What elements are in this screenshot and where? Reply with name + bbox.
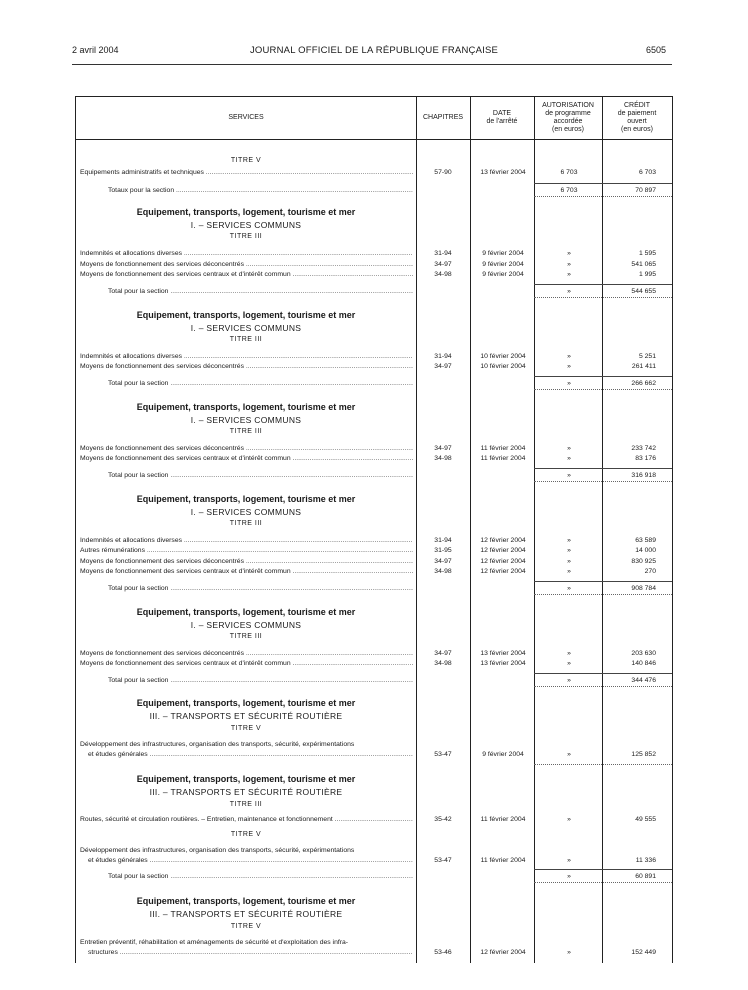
credit-cell: 316 918 — [631, 472, 656, 479]
titre-heading: TITRE III — [229, 428, 263, 435]
section-heading: I. – SERVICES COMMUNS — [190, 507, 302, 517]
credit-cell: 49 555 — [635, 816, 656, 823]
authorization-cell: » — [567, 363, 571, 370]
section-heading: III. – TRANSPORTS ET SÉCURITÉ ROUTIÈRE — [149, 787, 343, 797]
service-cell: Moyens de fonctionnement des services déconcentrés ..... — [80, 363, 413, 371]
date-cell: 13 février 2004 — [480, 169, 526, 176]
service-cell: Total pour la section ..... — [108, 288, 413, 296]
chapter-cell: 34-97 — [434, 650, 452, 657]
credit-cell: 261 411 — [631, 363, 656, 370]
service-cell: Total pour la section ..... — [108, 380, 413, 388]
service-cell: Total pour la section ..... — [108, 472, 413, 480]
total-rule — [534, 468, 672, 469]
total-rule — [534, 196, 672, 197]
authorization-cell: » — [567, 261, 571, 268]
chapter-cell: 31-94 — [434, 250, 452, 257]
total-rule — [534, 764, 672, 765]
ministry-heading: Equipement, transports, logement, tourisme et mer — [136, 310, 356, 320]
authorization-cell: » — [567, 677, 571, 684]
ministry-heading: Equipement, transports, logement, tourisme et mer — [136, 402, 356, 412]
total-rule — [534, 376, 672, 377]
service-cell: Développement des infrastructures, organisation des transports, sécurité, expérimentations — [80, 741, 355, 748]
header-page-number: 6505 — [645, 45, 666, 55]
authorization-cell: » — [567, 455, 571, 462]
section-heading: I. – SERVICES COMMUNS — [190, 323, 302, 333]
credit-cell: 344 476 — [631, 677, 656, 684]
chapter-cell: 31-94 — [434, 537, 452, 544]
credit-cell: 541 065 — [631, 261, 656, 268]
authorization-cell: » — [567, 353, 571, 360]
total-rule — [534, 686, 672, 687]
date-cell: 13 février 2004 — [480, 660, 526, 667]
service-cell: Moyens de fonctionnement des services déconcentrés ..... — [80, 445, 413, 453]
titre-heading: TITRE V — [230, 923, 262, 930]
credit-cell: 140 846 — [631, 660, 656, 667]
date-cell: 12 février 2004 — [480, 558, 526, 565]
chapter-cell: 53-46 — [434, 949, 452, 956]
service-cell: Moyens de fonctionnement des services déconcentrés ..... — [80, 650, 413, 658]
col-header-services: SERVICES — [228, 114, 264, 121]
chapter-cell: 57-90 — [434, 169, 452, 176]
credit-cell: 830 925 — [631, 558, 656, 565]
service-cell: Développement des infrastructures, organisation des transports, sécurité, expérimentations — [80, 847, 355, 854]
credit-cell: 6 703 — [638, 169, 656, 176]
total-rule — [534, 594, 672, 595]
date-cell: 10 février 2004 — [480, 363, 526, 370]
header-title: JOURNAL OFFICIEL DE LA RÉPUBLIQUE FRANÇAISE — [249, 45, 499, 56]
service-cell: Equipements administratifs et techniques ..... — [80, 169, 413, 177]
service-cell: Autres rémunérations ..... — [80, 547, 413, 555]
credit-cell: 11 336 — [635, 857, 656, 864]
titre-heading: TITRE III — [229, 633, 263, 640]
date-cell: 11 février 2004 — [480, 455, 526, 462]
titre-heading: TITRE III — [229, 801, 263, 808]
date-cell: 13 février 2004 — [480, 650, 526, 657]
credit-cell: 60 891 — [635, 873, 656, 880]
total-rule — [534, 183, 672, 184]
authorization-cell: » — [567, 472, 571, 479]
chapter-cell: 34-97 — [434, 363, 452, 370]
service-cell: Entretien préventif, réhabilitation et aménagements de sécurité et d'exploitation des infra- — [80, 939, 349, 946]
authorization-cell: » — [567, 380, 571, 387]
credit-cell: 266 662 — [631, 380, 656, 387]
section-heading: III. – TRANSPORTS ET SÉCURITÉ ROUTIÈRE — [149, 909, 343, 919]
authorization-cell: » — [567, 857, 571, 864]
chapter-cell: 34-98 — [434, 455, 452, 462]
service-cell: Total pour la section ..... — [108, 873, 413, 881]
authorization-cell: » — [567, 558, 571, 565]
section-heading: I. – SERVICES COMMUNS — [190, 620, 302, 630]
titre-heading: TITRE V — [230, 725, 262, 732]
chapter-cell: 34-98 — [434, 271, 452, 278]
chapter-cell: 34-97 — [434, 558, 452, 565]
service-cell: Total pour la section ..... — [108, 677, 413, 685]
chapter-cell: 31-95 — [434, 547, 452, 554]
chapter-cell: 53-47 — [434, 751, 452, 758]
total-rule — [534, 297, 672, 298]
titre-heading: TITRE III — [229, 336, 263, 343]
credits-table — [75, 96, 673, 963]
total-rule — [534, 284, 672, 285]
total-rule — [534, 882, 672, 883]
credit-cell: 908 784 — [631, 585, 656, 592]
titre-heading: TITRE III — [229, 233, 263, 240]
titre-heading: TITRE III — [229, 520, 263, 527]
chapter-cell: 34-97 — [434, 261, 452, 268]
credit-cell: 125 852 — [631, 751, 656, 758]
credit-cell: 270 — [644, 568, 656, 575]
col-header-date: DATE de l'arrêté — [486, 110, 518, 125]
chapter-cell: 35-42 — [434, 816, 452, 823]
chapter-cell: 34-98 — [434, 660, 452, 667]
table-header — [76, 97, 672, 140]
chapter-cell: 31-94 — [434, 353, 452, 360]
col-header-autorisation: AUTORISATION de programme accordée (en euros) — [542, 102, 594, 133]
date-cell: 11 février 2004 — [480, 816, 526, 823]
date-cell: 11 février 2004 — [480, 857, 526, 864]
credit-cell: 70 897 — [635, 187, 656, 194]
service-cell: Moyens de fonctionnement des services déconcentrés ..... — [80, 558, 413, 566]
total-rule — [534, 389, 672, 390]
date-cell: 12 février 2004 — [480, 547, 526, 554]
credit-cell: 233 742 — [631, 445, 656, 452]
date-cell: 11 février 2004 — [480, 445, 526, 452]
authorization-cell: » — [567, 288, 571, 295]
authorization-cell: » — [567, 816, 571, 823]
authorization-cell: » — [567, 537, 571, 544]
date-cell: 10 février 2004 — [480, 353, 526, 360]
authorization-cell: » — [567, 650, 571, 657]
authorization-cell: » — [567, 751, 571, 758]
chapter-cell: 34-98 — [434, 568, 452, 575]
authorization-cell: » — [567, 445, 571, 452]
credit-cell: 5 251 — [638, 353, 656, 360]
chapter-cell: 34-97 — [434, 445, 452, 452]
credit-cell: 83 176 — [635, 455, 656, 462]
date-cell: 9 février 2004 — [482, 751, 524, 758]
total-rule — [534, 581, 672, 582]
ministry-heading: Equipement, transports, logement, tourisme et mer — [136, 896, 356, 906]
authorization-cell: » — [567, 585, 571, 592]
col-divider — [470, 97, 471, 963]
service-cell: Routes, sécurité et circulation routières. – Entretien, maintenance et fonctionnement ..... — [80, 816, 413, 824]
credit-cell: 544 655 — [631, 288, 656, 295]
header-rule — [72, 64, 672, 65]
service-cell: Moyens de fonctionnement des services centraux et d'intérêt commun ..... — [80, 271, 413, 279]
section-heading: I. – SERVICES COMMUNS — [190, 220, 302, 230]
service-cell: Totaux pour la section ..... — [108, 187, 413, 195]
authorization-cell: » — [567, 660, 571, 667]
authorization-cell: » — [567, 250, 571, 257]
authorization-cell: » — [567, 949, 571, 956]
col-header-chapitres: CHAPITRES — [422, 114, 464, 121]
section-heading: I. – SERVICES COMMUNS — [190, 415, 302, 425]
credit-cell: 63 589 — [635, 537, 656, 544]
authorization-cell: » — [567, 873, 571, 880]
service-cell: Total pour la section ..... — [108, 585, 413, 593]
total-rule — [534, 869, 672, 870]
col-divider — [602, 97, 603, 963]
col-divider — [416, 97, 417, 963]
date-cell: 9 février 2004 — [482, 271, 524, 278]
service-cell: et études générales ..... — [88, 857, 413, 865]
ministry-heading: Equipement, transports, logement, tourisme et mer — [136, 774, 356, 784]
date-cell: 12 février 2004 — [480, 568, 526, 575]
credit-cell: 14 000 — [635, 547, 656, 554]
service-cell: structures ..... — [88, 949, 413, 957]
service-cell: Moyens de fonctionnement des services centraux et d'intérêt commun ..... — [80, 568, 413, 576]
credit-cell: 1 595 — [638, 250, 656, 257]
service-cell: Indemnités et allocations diverses ..... — [80, 353, 413, 361]
credit-cell: 203 630 — [631, 650, 656, 657]
service-cell: Moyens de fonctionnement des services centraux et d'intérêt commun ..... — [80, 660, 413, 668]
col-header-credit: CRÉDIT de paiement ouvert (en euros) — [617, 102, 657, 133]
authorization-cell: » — [567, 547, 571, 554]
ministry-heading: Equipement, transports, logement, tourisme et mer — [136, 607, 356, 617]
service-cell: Moyens de fonctionnement des services déconcentrés ..... — [80, 261, 413, 269]
col-divider — [534, 97, 535, 963]
section-heading: III. – TRANSPORTS ET SÉCURITÉ ROUTIÈRE — [149, 711, 343, 721]
authorization-cell: 6 703 — [560, 187, 578, 194]
authorization-cell: » — [567, 271, 571, 278]
service-cell: Indemnités et allocations diverses ..... — [80, 250, 413, 258]
authorization-cell: » — [567, 568, 571, 575]
date-cell: 12 février 2004 — [480, 949, 526, 956]
total-rule — [534, 673, 672, 674]
titre-heading: TITRE V — [230, 157, 262, 164]
credit-cell: 152 449 — [631, 949, 656, 956]
credit-cell: 1 995 — [638, 271, 656, 278]
service-cell: Moyens de fonctionnement des services centraux et d'intérêt commun ..... — [80, 455, 413, 463]
date-cell: 9 février 2004 — [482, 261, 524, 268]
ministry-heading: Equipement, transports, logement, tourisme et mer — [136, 207, 356, 217]
service-cell: Indemnités et allocations diverses ..... — [80, 537, 413, 545]
chapter-cell: 53-47 — [434, 857, 452, 864]
date-cell: 9 février 2004 — [482, 250, 524, 257]
date-cell: 12 février 2004 — [480, 537, 526, 544]
ministry-heading: Equipement, transports, logement, tourisme et mer — [136, 698, 356, 708]
ministry-heading: Equipement, transports, logement, tourisme et mer — [136, 494, 356, 504]
service-cell: et études générales ..... — [88, 751, 413, 759]
titre-heading: TITRE V — [230, 831, 262, 838]
total-rule — [534, 481, 672, 482]
authorization-cell: 6 703 — [560, 169, 578, 176]
header-date: 2 avril 2004 — [72, 45, 119, 55]
